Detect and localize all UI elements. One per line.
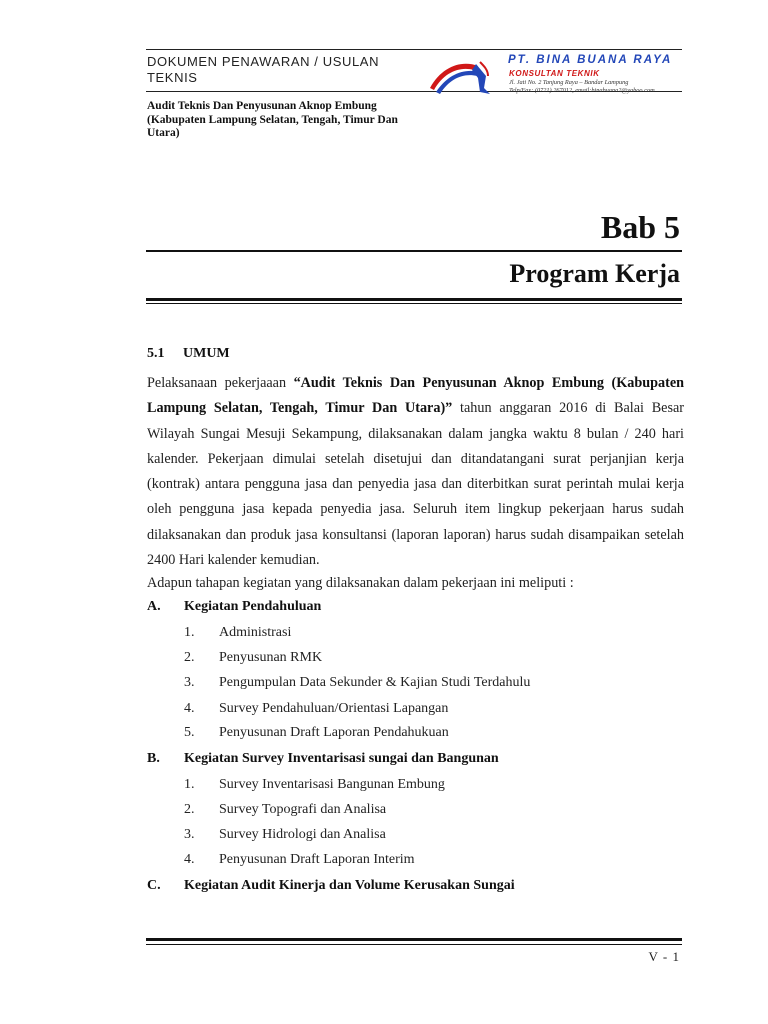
chapter-number: Bab 5 — [600, 209, 680, 245]
list-item — [184, 777, 445, 793]
group-title: Kegiatan Audit Kinerja dan Volume Kerusakan Sungai — [184, 878, 515, 893]
footer-rule-thick — [146, 938, 682, 941]
paragraph-prefix: Pelaksanaan pekerjaaan — [147, 375, 294, 391]
project-title: Audit Teknis Dan Penyusunan Aknop Embung (Kabupaten Lampung Selatan, Tengah, Timur Dan Utara) — [147, 100, 398, 139]
paragraph-project-name: “Audit Teknis Dan Penyusunan Aknop Embung (Kabupaten Lampung Selatan, Tengah, Timur Dan Utara)” — [147, 375, 685, 417]
address-line-2: Telp/Fax: (0721) 267012, email:binabuana2@yahoo.com — [509, 87, 655, 94]
list-item-text: Survey Hidrologi dan Analisa — [219, 827, 386, 842]
section-title: UMUM — [183, 346, 230, 361]
group-heading — [147, 751, 499, 767]
group-letter: C. — [147, 878, 161, 893]
list-item-number: 5. — [184, 725, 195, 740]
list-item — [184, 725, 449, 741]
section-paragraph — [147, 371, 684, 573]
section-heading — [147, 346, 230, 362]
list-item — [184, 852, 415, 868]
footer-rule-thin — [146, 944, 682, 945]
list-item-number: 3. — [184, 675, 195, 690]
chapter-rule-thin — [146, 303, 682, 304]
group-title: Kegiatan Survey Inventarisasi sungai dan Bangunan — [184, 751, 499, 766]
list-item-text: Penyusunan RMK — [219, 650, 323, 665]
list-item — [184, 675, 530, 691]
list-item-text: Survey Inventarisasi Bangunan Embung — [219, 777, 445, 792]
list-item-number: 4. — [184, 852, 195, 867]
list-item-number: 4. — [184, 701, 195, 716]
list-item — [184, 827, 386, 843]
list-item-text: Survey Pendahuluan/Orientasi Lapangan — [219, 701, 449, 716]
chapter-rule-thick — [146, 298, 682, 301]
list-item-text: Penyusunan Draft Laporan Pendahukuan — [219, 725, 449, 740]
list-item-text: Survey Topografi dan Analisa — [219, 802, 387, 817]
list-item-number: 1. — [184, 625, 195, 640]
company-address — [509, 79, 689, 95]
document-title: DOKUMEN PENAWARAN / USULAN TEKNIS — [147, 54, 380, 85]
group-letter: A. — [147, 599, 161, 614]
group-heading — [147, 599, 321, 615]
group-heading — [147, 878, 515, 894]
list-item-text: Administrasi — [219, 625, 292, 640]
company-tagline: KONSULTAN TEKNIK — [509, 69, 600, 78]
list-item-number: 1. — [184, 777, 195, 792]
list-item-text: Penyusunan Draft Laporan Interim — [219, 852, 415, 867]
group-title: Kegiatan Pendahuluan — [184, 599, 322, 614]
header-top-rule — [146, 49, 682, 50]
list-item — [184, 701, 448, 717]
chapter-title: Program Kerja — [509, 259, 680, 288]
list-item — [184, 802, 386, 818]
list-item-number: 2. — [184, 802, 195, 817]
paragraph-body: tahun anggaran 2016 di Balai Besar Wilayah Sungai Mesuji Sekampung, dilaksanakan dalam jangka waktu 8 bulan / 240 hari kalender. Pekerjaan dimulai setelah disetujui dan ditandatangani surat perjanjian kerja (kontrak) antara pengguna jasa dan penyedia jasa dan diterbitkan surat perintah mulai kerja oleh pengguna jasa kepada penyedia jasa. Seluruh item lingkup pekerjaan harus sudah dilaksanakan dan produk jasa konsultansi (laporan laporan) harus sudah disampaikan setelah 2400 Hari kalender kemudian. — [147, 400, 684, 569]
page-number: V - 1 — [648, 949, 680, 964]
list-item — [184, 650, 322, 666]
stages-intro: Adapun tahapan kegiatan yang dilaksanakan dalam pekerjaan ini meliputi : — [147, 575, 574, 591]
list-item — [184, 625, 291, 641]
company-logo — [428, 56, 492, 96]
list-item-text: Pengumpulan Data Sekunder & Kajian Studi Terdahulu — [219, 675, 531, 690]
list-item-number: 3. — [184, 827, 195, 842]
chapter-rule — [146, 250, 682, 252]
company-name: PT. BINA BUANA RAYA — [508, 54, 673, 66]
list-item-number: 2. — [184, 650, 195, 665]
group-letter: B. — [147, 751, 160, 766]
section-number: 5.1 — [147, 346, 165, 361]
address-line-1: Jl. Jati No. 2 Tanjung Raya – Bandar Lampung — [509, 79, 629, 86]
